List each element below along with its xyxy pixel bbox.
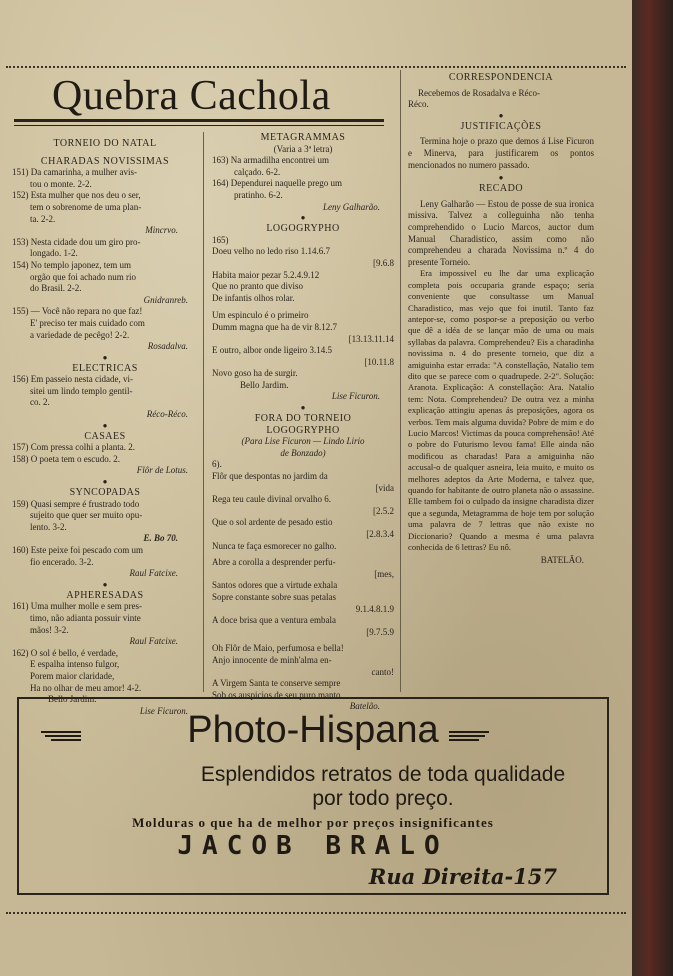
top-dotted-border [6, 66, 626, 68]
puzzle-text: Ha no olhar de meu amor! 4-2. [30, 682, 142, 693]
section-heading: SYNCOPADAS [69, 487, 141, 499]
correspondence-text: Leny Galharão — Estou de posse de sua ironica missiva. Talvez a colleguinha não tenha comprehendido o Lucio Marcos, auctor dum Manual Charadistico, assim como não comprehendeu a charada Novissima n.º 4 do presente Torneio. [408, 198, 594, 267]
correspondence-text: Recebemos de Rosadalva e Réco- [418, 87, 540, 98]
section-ornament: ● [300, 403, 306, 413]
puzzle-text: pratinho. 6-2. [234, 189, 283, 200]
puzzle-text: 159) Quasi sempre é frustrado todo [12, 498, 140, 509]
puzzle-text: 158) O poeta tem o escudo. 2. [12, 453, 120, 464]
verse-line: Habita maior pezar 5.2.4.9.12 [212, 269, 320, 280]
verse-line: Oh Flôr de Maio, perfumosa e bella! [212, 643, 344, 654]
column-charadas [12, 138, 198, 717]
puzzle-text: 160) Este peixe foi pescado com um [12, 545, 143, 555]
verse-line: Rega teu caule divinal orvalho 6. [212, 494, 331, 505]
section-heading: ELECTRICAS [72, 362, 138, 374]
verse-line: Abre a corolla a desprender perfu- [212, 557, 336, 568]
section-subheading: CHARADAS NOVISSIMAS [40, 155, 170, 167]
puzzle-text: 164) Dependurei naquelle prego um [212, 178, 342, 189]
puzzle-text: Bello Jardim. [48, 694, 97, 705]
puzzle-text: 155) — Você não repara no que faz! [12, 306, 143, 317]
ad-brand: Photo-Hispana [187, 709, 439, 751]
verse-line: Que no pranto que diviso [212, 281, 303, 292]
puzzle-text: 163) Na armadilha encontrei um [212, 155, 329, 166]
verse-line: A Virgem Santa te conserve sempre [212, 678, 341, 689]
ad-address: Rua Direita-157 [368, 864, 557, 889]
section-ornament: ● [300, 213, 306, 223]
verse-line: Que o sol ardente de pesado estio [212, 517, 333, 528]
section-ornament: ● [102, 579, 108, 589]
verse-line: Nunca te faça esmorecer no galho. [212, 540, 337, 551]
verse-line: Santos odores que a virtude exhala [212, 580, 338, 591]
puzzle-text: 162) O sol é bello, é verdade, [12, 647, 118, 658]
verse-line: E outro, albor onde ligeiro 3.14.5 [212, 345, 332, 356]
section-heading: LOGOGRYPHO [266, 424, 340, 436]
verse-line: [2.5.2 [373, 505, 394, 516]
verse-line: [2.8.3.4 [366, 529, 394, 539]
verse-line: [9.6.8 [373, 257, 394, 268]
verse-line: [vida [375, 482, 394, 493]
section-heading: CORRESPONDENCIA [448, 72, 554, 83]
puzzle-text: 6). [212, 459, 222, 470]
puzzle-text: E' preciso ter mais cuidado com [30, 317, 145, 328]
verse-line: A doce brisa que a ventura embala [212, 615, 336, 626]
puzzle-text: tem o sobrenome de uma plan- [30, 201, 142, 212]
puzzle-text: calçado. 6-2. [234, 166, 281, 177]
puzzle-text: sujeito que quer ser muito opu- [30, 510, 143, 521]
bottom-dotted-border [6, 912, 626, 914]
correspondence-text: Réco. [408, 99, 429, 110]
section-ornament: ● [102, 477, 108, 487]
verse-line: Anjo innocente de minh'alma en- [212, 654, 332, 665]
book-spine-edge [632, 0, 673, 976]
verse-line: [mes, [374, 568, 394, 579]
puzzle-text: timo, não adianta possuir vinte [30, 612, 141, 623]
section-heading: METAGRAMMAS [260, 132, 346, 143]
author-signature: Lise Ficuron. [331, 391, 380, 402]
section-subheading: (Varia a 3ª letra) [273, 143, 333, 154]
section-ornament: ● [498, 110, 504, 120]
ad-tagline-2: por todo preço. [312, 787, 454, 810]
column-correspondencia [408, 72, 594, 567]
author-signature: Mincrvo. [145, 225, 178, 236]
section-heading: JUSTIFICAÇÕES [460, 120, 542, 132]
section-heading: TORNEIO DO NATAL [53, 138, 157, 149]
section-heading: FORA DO TORNEIO [254, 413, 352, 425]
swoosh-ornament-icon [449, 729, 489, 743]
puzzle-text: a variedade de pecêgo! 2-2. [30, 329, 130, 340]
section-heading: APHERESADAS [66, 589, 144, 601]
correspondence-text: Era impossivel eu lhe dar uma explicação completa pois occuparia grande espaço; seria conveniente que consultasse um Manual Charadistico, mas vejo que foi inutil. Tanto faz antepor-se, como pospor-se a preposição ou verbo que dê a idéa de se lançar mão de uma ou mais syllabas da palavra. Comprehendeu? Eis a charadinha novissima n. 4 do presente torneio, que diz a amiguinha estar errada: "A constellação, Natalio tem dito que se parece com o quadrupede. 2-2". Solução: Aranota. Explicação: A constellação: Ara. Natalio tem: Nota. Comprehendeu? De outra vez a minha explicação attingiu apenas ás preposições, agora os verbos. Tem mais alguma duvida? Pobre de mim e do Lucio Marcos! Victimas da pouca comprehensão! Até o pobre do Futurismo levou fama! Elle ainda não modificou as charadas! Para a amiguinha não accusal-o de qualquer asneira, leia muito, e muito os melhores adeptos da Arte Moderna, e talvez que, quando for habitante de outro planeta não o assassine. Elle tambem foi o culpado da insigne charadista dizer que a segunda, Metagramma de hoje tem por solução uma palavra de 7 lettras que não existe no Diccionario? Quando a mesma é uma palavra conhecida de 6 lettras? Eu nô. [408, 268, 594, 553]
puzzle-text: do Brasil. 2-2. [30, 283, 82, 294]
puzzle-text: tou o monte. 2-2. [30, 178, 92, 189]
title-rule-thick [14, 119, 384, 122]
column-divider [203, 132, 204, 692]
author-signature: Réco-Réco. [146, 409, 188, 420]
verse-line: Um espinculo é o primeiro [212, 310, 309, 321]
puzzle-text: longado. 1-2. [30, 248, 78, 259]
ad-frames-text: Molduras o que ha de melhor por preços insignificantes [132, 815, 494, 830]
puzzle-text: 161) Uma mulher molle e sem pres- [12, 601, 142, 612]
puzzle-text: mãos! 3-2. [30, 624, 69, 635]
author-signature: Batelão. [349, 701, 380, 712]
puzzle-text: 156) Em passeio nesta cidade, vi- [12, 374, 133, 385]
author-signature: Raul Fatcixe. [129, 636, 178, 647]
ad-tagline: Esplendidos retratos de toda qualidade [200, 763, 566, 786]
ad-owner-name: JACOB BRALO [177, 831, 449, 861]
puzzle-text: E espalha intenso fulgor, [30, 659, 120, 670]
verse-line: Sob os auspicios de seu puro manto. [212, 689, 343, 700]
puzzle-text: 151) Da camarinha, a mulher avis- [12, 167, 137, 178]
section-heading: CASAES [84, 430, 126, 442]
puzzle-text: 153) Nesta cidade dou um giro pro- [12, 236, 141, 247]
puzzle-text: ta. 2-2. [30, 213, 56, 224]
title-rule-thin [14, 125, 384, 126]
verse-line: Sopre constante sobre suas petalas [212, 591, 336, 602]
verse-line: [13.13.11.14 [348, 333, 394, 344]
verse-line: canto! [371, 666, 394, 677]
dedication: (Para Lise Ficuron — Lindo Lirio [241, 436, 365, 447]
puzzle-text: orgão que foi achado num rio [30, 271, 137, 282]
verse-line: Novo goso ha de surgir. [212, 368, 298, 379]
puzzle-text: sitei um lindo templo gentil- [30, 385, 133, 396]
author-signature: Raul Fatcixe. [129, 568, 178, 579]
puzzle-text: 157) Com pressa colhi a planta. 2. [12, 442, 135, 453]
verse-line: [9.7.5.9 [366, 626, 394, 637]
verse-line: 9.1.4.8.1.9 [355, 603, 394, 614]
verse-line: [10.11.8 [364, 356, 394, 367]
section-heading: LOGOGRYPHO [266, 223, 340, 235]
verse-line: Flôr que despontas no jardim da [212, 471, 328, 482]
puzzle-text: co. 2. [30, 397, 50, 408]
author-signature: Lise Ficuron. [139, 705, 188, 716]
author-signature: Gnidranreb. [143, 294, 188, 305]
author-signature: E. Bo 70. [143, 533, 178, 544]
verse-line: Bello Jardim. [240, 379, 289, 390]
verse-line: Doeu velho no ledo riso 1.14.6.7 [212, 246, 330, 257]
section-ornament: ● [102, 352, 108, 362]
author-signature: BATELÃO. [540, 555, 584, 566]
puzzle-text: 165) [212, 234, 229, 245]
puzzle-text: lento. 3-2. [30, 521, 67, 532]
author-signature: Flôr de Lotus. [136, 465, 188, 476]
puzzle-text: 154) No templo japonez, tem um [12, 259, 131, 270]
author-signature: Rosadalva. [147, 341, 188, 352]
puzzle-text: fio encerado. 3-2. [30, 556, 94, 567]
correspondence-text: Termina hoje o prazo que demos á Lise Ficuron e Minerva, para justificarem os pontos mencionados no numero passado. [408, 136, 594, 170]
section-heading: RECADO [478, 183, 524, 195]
puzzle-text: Porem maior claridade, [30, 670, 115, 681]
puzzle-text: 152) Esta mulher que nos deu o ser, [12, 190, 141, 201]
page-title: Quebra Cachola [52, 73, 331, 119]
advertisement-box [17, 697, 609, 895]
dedication: de Bonzado) [280, 447, 326, 458]
column-divider [400, 70, 401, 692]
verse-line: De infantis olhos rolar. [212, 292, 295, 303]
author-signature: Leny Galharão. [323, 201, 380, 212]
verse-line: Dumm magna que ha de vir 8.12.7 [212, 321, 337, 332]
section-ornament: ● [102, 420, 108, 430]
section-ornament: ● [498, 173, 504, 183]
column-metagrammas [212, 132, 394, 713]
